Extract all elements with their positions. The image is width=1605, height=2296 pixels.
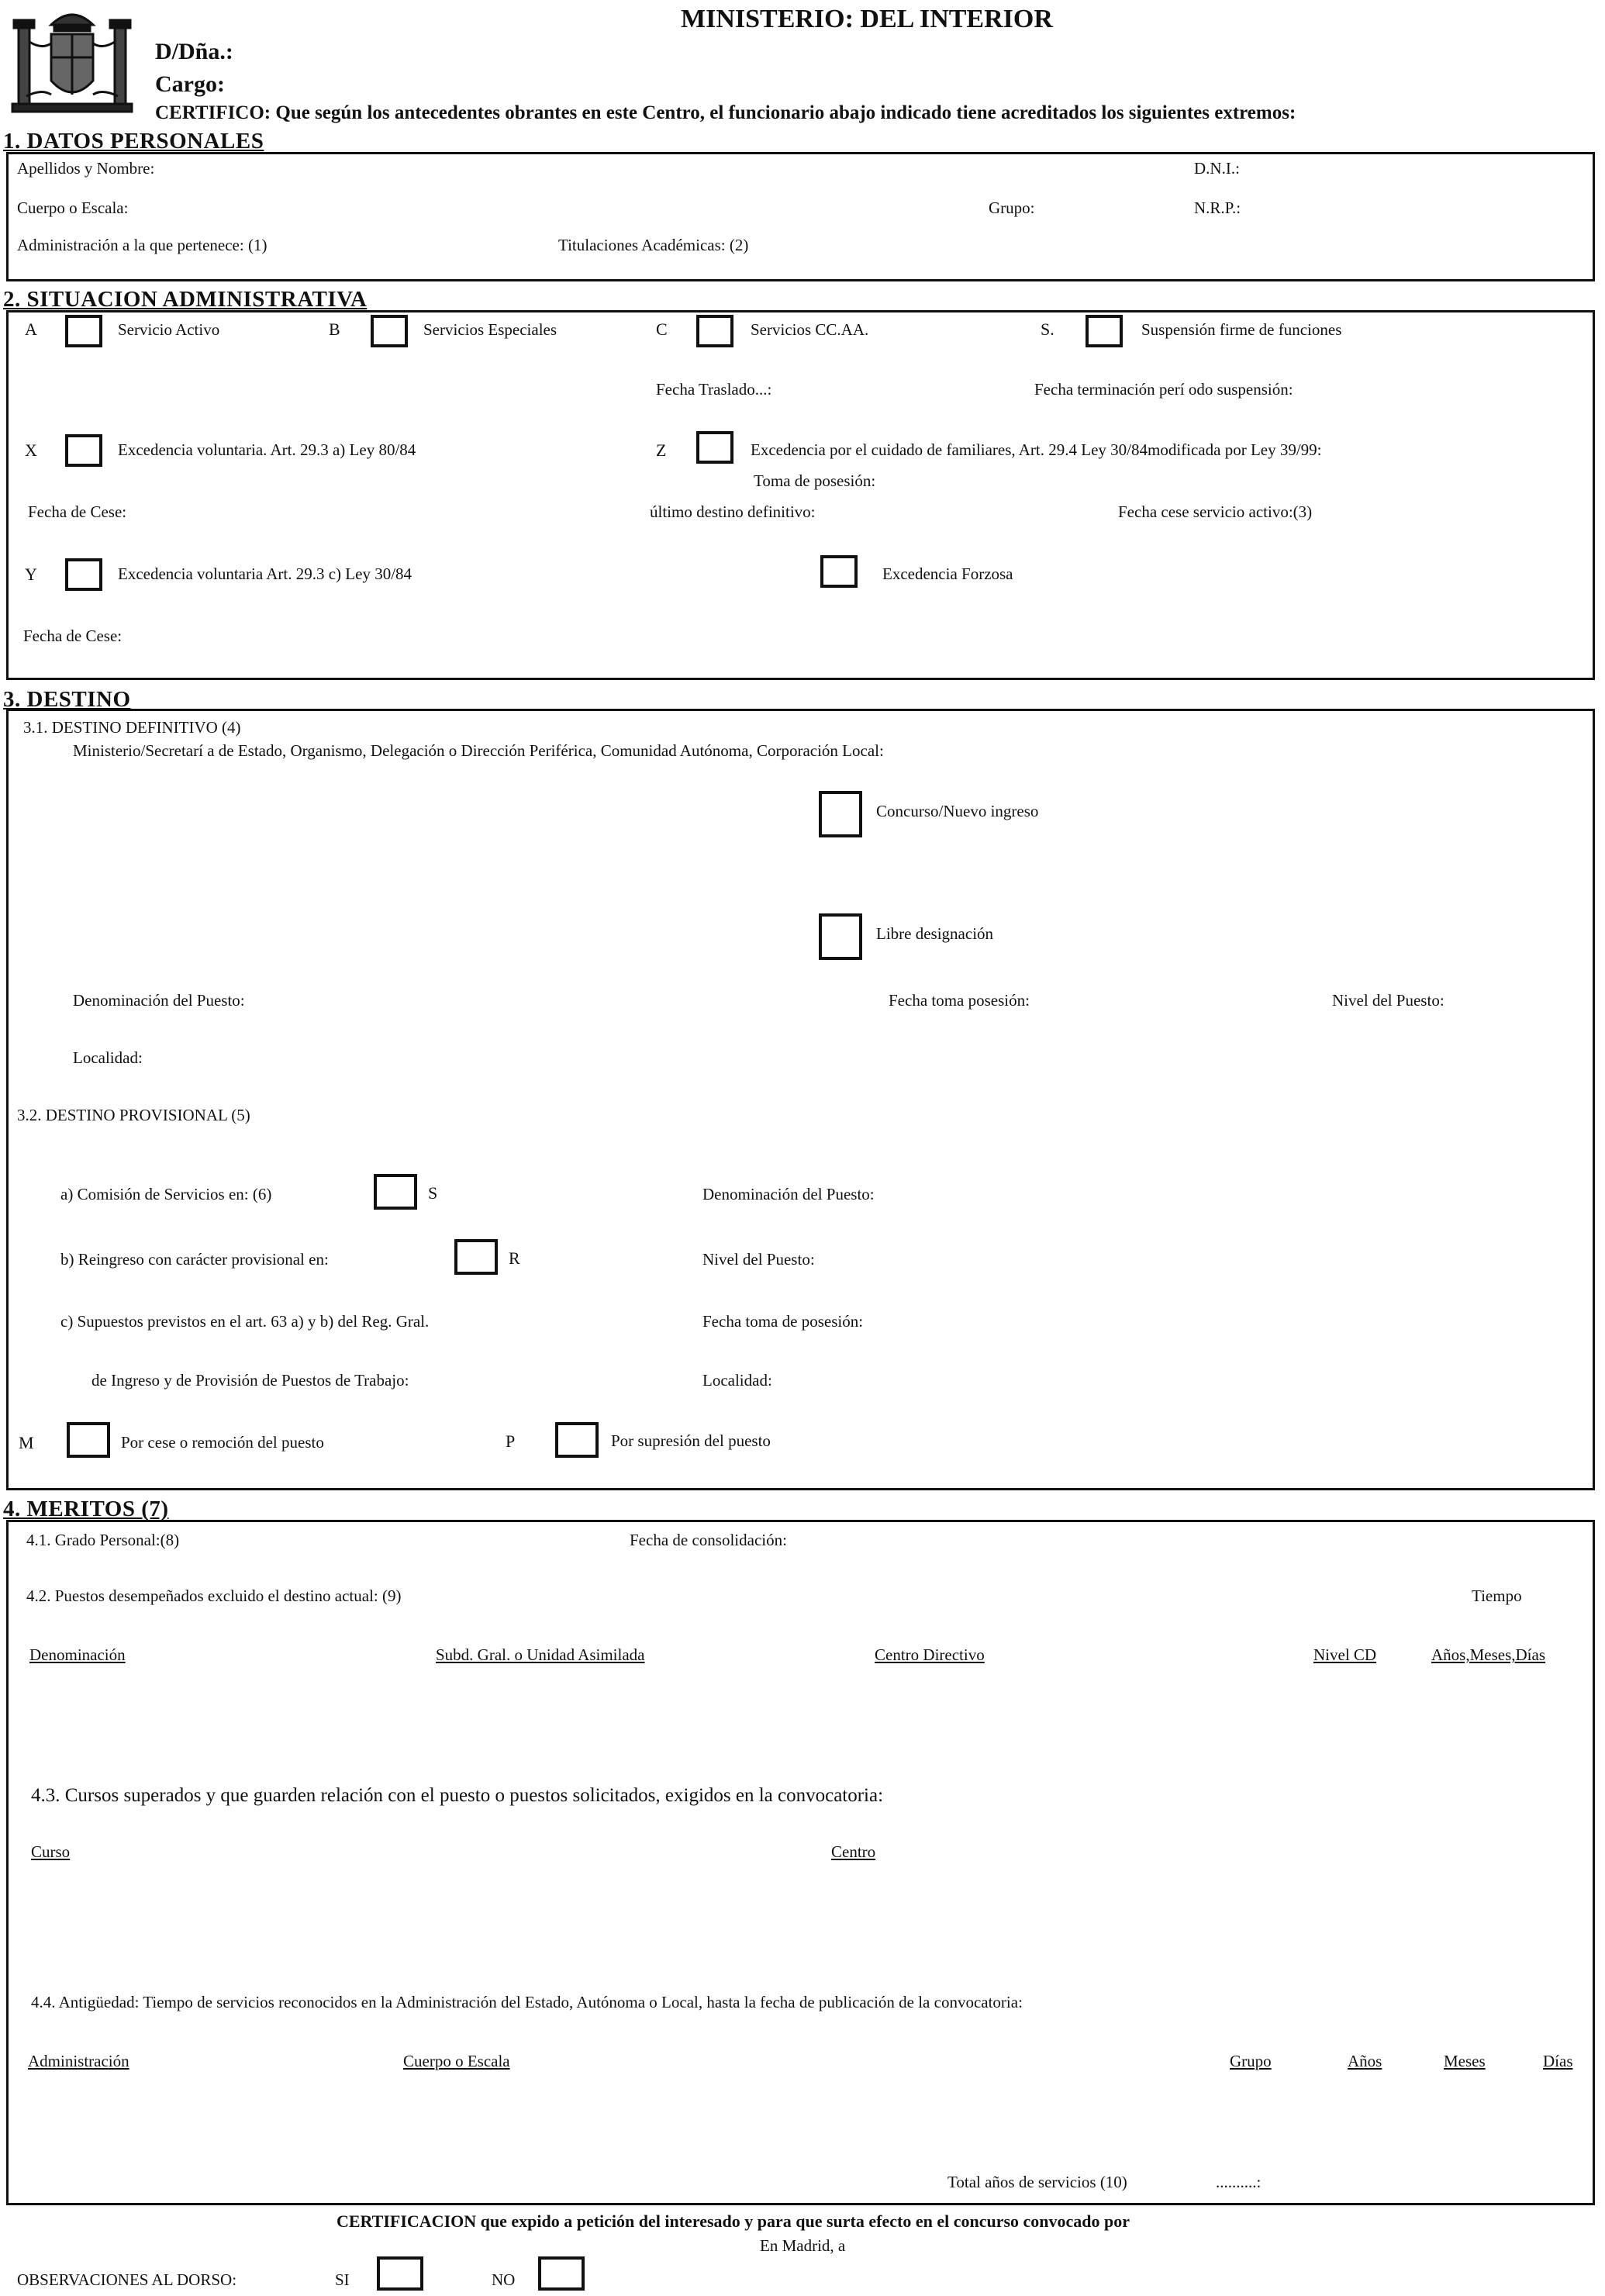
- fecha-consolidacion-label: Fecha de consolidación:: [630, 1531, 787, 1549]
- letter-y: Y: [25, 565, 37, 584]
- cargo-label: Cargo:: [155, 71, 225, 97]
- libre-designacion-label: Libre designación: [876, 924, 994, 943]
- antiguedad-label: 4.4. Antigüedad: Tiempo de servicios reconocidos en la Administración del Estado, Autónoma o Local, hasta la fecha de publicación de la convocatoria:: [31, 1993, 1023, 2011]
- ultimo-destino-label: último destino definitivo:: [650, 502, 816, 521]
- dona-label: D/Dña.:: [155, 39, 233, 64]
- section-2-title: 2. SITUACION ADMINISTRATIVA: [3, 287, 368, 312]
- madrid-label: En Madrid, a: [760, 2236, 846, 2255]
- checkbox-libre-designacion[interactable]: [819, 913, 862, 960]
- excedencia-familiares-label: Excedencia por el cuidado de familiares, Art. 29.4 Ley 30/84modificada por Ley 39/99:: [751, 440, 1322, 459]
- nivel-puesto-label: Nivel del Puesto:: [1332, 991, 1444, 1010]
- letter-p: P: [506, 1431, 516, 1451]
- checkbox-s[interactable]: [1086, 315, 1123, 347]
- col-cuerpo-escala: Cuerpo o Escala: [403, 2052, 510, 2070]
- no-label: NO: [492, 2270, 516, 2289]
- section-1-box: [6, 152, 1595, 281]
- reingreso-label: b) Reingreso con carácter provisional en:: [60, 1250, 329, 1269]
- excedencia-forzosa-label: Excedencia Forzosa: [882, 565, 1013, 583]
- certifico-text: CERTIFICO: Que según los antecedentes obrantes en este Centro, el funcionario abajo indicado tiene acreditados los siguientes extremos:: [155, 102, 1296, 123]
- section-1-title: 1. DATOS PERSONALES: [3, 129, 264, 154]
- supresion-label: Por supresión del puesto: [611, 1431, 771, 1450]
- checkbox-y[interactable]: [65, 558, 102, 591]
- puestos-desempenados-label: 4.2. Puestos desempeñados excluido el destino actual: (9): [26, 1586, 402, 1605]
- servicio-activo-label: Servicio Activo: [118, 320, 220, 339]
- col-denominacion: Denominación: [29, 1645, 126, 1664]
- certificacion-text: CERTIFICACION que expido a petición del interesado y para que surta efecto en el concurso convocado por: [337, 2211, 1130, 2231]
- letter-z: Z: [656, 440, 667, 460]
- col-subd-gral: Subd. Gral. o Unidad Asimilada: [436, 1645, 645, 1664]
- col-anos: Años: [1348, 2052, 1382, 2070]
- ministry-title: MINISTERIO: DEL INTERIOR: [681, 5, 1053, 33]
- section-2-box: [6, 310, 1595, 680]
- checkbox-c[interactable]: [696, 315, 733, 347]
- cursos-label: 4.3. Cursos superados y que guarden relación con el puesto o puestos solicitados, exigidos en la convocatoria:: [31, 1785, 884, 1806]
- grado-personal-label: 4.1. Grado Personal:(8): [26, 1531, 180, 1549]
- si-label: SI: [335, 2270, 350, 2289]
- col-centro-directivo: Centro Directivo: [875, 1645, 985, 1664]
- fecha-traslado-label: Fecha Traslado...:: [656, 380, 772, 399]
- section-4-title: 4. MERITOS (7): [3, 1497, 169, 1521]
- localidad-label: Localidad:: [73, 1048, 143, 1067]
- coat-of-arms-icon: [11, 3, 133, 119]
- col-meses: Meses: [1444, 2052, 1486, 2070]
- checkbox-z[interactable]: [696, 431, 733, 464]
- letter-c: C: [656, 319, 668, 339]
- destino-provisional-label: 3.2. DESTINO PROVISIONAL (5): [17, 1106, 250, 1124]
- col-nivel-cd: Nivel CD: [1313, 1645, 1377, 1664]
- toma-posesion-label: Toma de posesión:: [754, 471, 876, 490]
- checkbox-concurso[interactable]: [819, 791, 862, 837]
- checkbox-b[interactable]: [371, 315, 408, 347]
- fecha-cese-servicio-label: Fecha cese servicio activo:(3): [1118, 502, 1313, 521]
- section-3-title: 3. DESTINO: [3, 687, 131, 712]
- letter-s: S.: [1041, 319, 1054, 339]
- checkbox-a[interactable]: [65, 315, 102, 347]
- servicios-ccaa-label: Servicios CC.AA.: [751, 320, 869, 339]
- checkbox-reingreso[interactable]: [454, 1239, 498, 1275]
- letter-a: A: [25, 319, 37, 339]
- servicios-especiales-label: Servicios Especiales: [423, 320, 557, 339]
- excedencia-voluntaria-a-label: Excedencia voluntaria. Art. 29.3 a) Ley 80/84: [118, 440, 416, 459]
- col-tiempo: Años,Meses,Días: [1431, 1645, 1545, 1664]
- denominacion-puesto-2-label: Denominación del Puesto:: [702, 1185, 875, 1203]
- letter-r: R: [509, 1248, 520, 1268]
- letter-b: B: [329, 319, 340, 339]
- col-curso: Curso: [31, 1842, 71, 1861]
- excedencia-voluntaria-c-label: Excedencia voluntaria Art. 29.3 c) Ley 30/84: [118, 565, 412, 583]
- fecha-cese-2-label: Fecha de Cese:: [23, 627, 123, 645]
- cese-remocion-label: Por cese o remoción del puesto: [121, 1433, 324, 1452]
- letter-m: M: [19, 1433, 34, 1452]
- checkbox-no[interactable]: [538, 2256, 585, 2291]
- checkbox-p[interactable]: [555, 1422, 599, 1458]
- fecha-toma-posesion-2-label: Fecha toma de posesión:: [702, 1312, 864, 1331]
- checkbox-x[interactable]: [65, 434, 102, 467]
- checkbox-si[interactable]: [377, 2256, 423, 2291]
- ministerio-label: Ministerio/Secretarí a de Estado, Organismo, Delegación o Dirección Periférica, Comunidad Autónoma, Corporación Local:: [73, 741, 884, 760]
- grupo-label: Grupo:: [989, 199, 1035, 217]
- total-servicios-dots: ..........:: [1216, 2173, 1262, 2191]
- col-centro: Centro: [831, 1842, 876, 1861]
- destino-definitivo-label: 3.1. DESTINO DEFINITIVO (4): [23, 718, 241, 737]
- fecha-cese-1-label: Fecha de Cese:: [28, 502, 127, 521]
- fecha-toma-posesion-label: Fecha toma posesión:: [889, 991, 1030, 1010]
- total-servicios-label: Total años de servicios (10): [947, 2173, 1127, 2191]
- suspension-label: Suspensión firme de funciones: [1141, 320, 1342, 339]
- section-4-box: [6, 1520, 1595, 2205]
- localidad-2-label: Localidad:: [702, 1371, 772, 1390]
- cuerpo-label: Cuerpo o Escala:: [17, 199, 129, 217]
- supuestos-label: c) Supuestos previstos en el art. 63 a) y b) del Reg. Gral.: [60, 1312, 430, 1331]
- checkbox-comision[interactable]: [374, 1174, 417, 1210]
- col-administracion: Administración: [28, 2052, 129, 2070]
- concurso-label: Concurso/Nuevo ingreso: [876, 802, 1039, 820]
- letter-s-provisional: S: [428, 1183, 438, 1203]
- tiempo-label: Tiempo: [1472, 1586, 1522, 1605]
- denominacion-puesto-label: Denominación del Puesto:: [73, 991, 245, 1010]
- titulaciones-label: Titulaciones Académicas: (2): [558, 236, 749, 254]
- supuestos-label-2: de Ingreso y de Provisión de Puestos de Trabajo:: [91, 1371, 409, 1390]
- letter-x: X: [25, 440, 37, 460]
- observaciones-label: OBSERVACIONES AL DORSO:: [17, 2270, 237, 2289]
- checkbox-forzosa[interactable]: [820, 555, 858, 588]
- dni-label: D.N.I.:: [1194, 159, 1240, 178]
- comision-servicios-label: a) Comisión de Servicios en: (6): [60, 1185, 272, 1203]
- apellidos-label: Apellidos y Nombre:: [17, 159, 155, 178]
- col-dias: Días: [1543, 2052, 1573, 2070]
- col-grupo: Grupo: [1230, 2052, 1272, 2070]
- nivel-puesto-2-label: Nivel del Puesto:: [702, 1250, 815, 1269]
- administracion-label: Administración a la que pertenece: (1): [17, 236, 268, 254]
- nrp-label: N.R.P.:: [1194, 199, 1241, 217]
- checkbox-m[interactable]: [67, 1422, 110, 1458]
- fecha-terminacion-label: Fecha terminación perí odo suspensión:: [1034, 380, 1293, 399]
